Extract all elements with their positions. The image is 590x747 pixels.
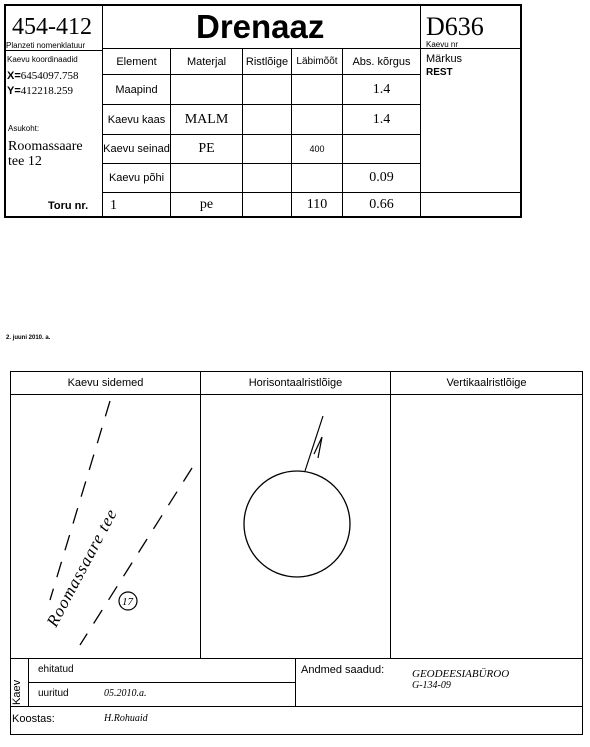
data-source-value: GEODEESIABÜROO [412, 668, 510, 680]
header-material: Materjal [186, 55, 227, 68]
location-line2: tee 12 [8, 154, 42, 169]
remarks-label: Märkus [426, 53, 463, 65]
x-label: X= [7, 70, 21, 82]
row-height: 1.4 [372, 81, 391, 97]
header-abs-height: Abs. kõrgus [352, 55, 411, 68]
pipe-height: 0.66 [369, 197, 394, 212]
well-id: D636 [426, 12, 484, 41]
date-note: 2. juuni 2010. a. [6, 335, 51, 341]
location-line1: Roomassaare [8, 139, 83, 154]
sheet-number: 454-412 [12, 14, 92, 40]
measured-label: uuritud [38, 688, 69, 699]
row-element: Kaevu põhi [108, 172, 165, 184]
pipe-number: 1 [110, 198, 117, 213]
row-diameter: 400 [309, 144, 325, 154]
header-cross-section: Ristlõige [245, 55, 289, 68]
coordinates-label: Kaevu koordinaadid [7, 55, 78, 64]
x-value: 6454097.758 [20, 70, 79, 82]
header-element: Element [116, 55, 157, 68]
row-height: 1.4 [372, 111, 391, 127]
row-element: Maapind [115, 83, 158, 96]
page-title: Drenaaz [196, 8, 325, 45]
col-title-vertical: Vertikaalristlõige [446, 377, 527, 389]
sheet-caption: Planzeti nomenklatuur [6, 41, 86, 50]
street-name-label: Roomassaare tee [42, 505, 122, 630]
pipe-material: pe [199, 197, 214, 212]
remarks-value: REST [426, 67, 453, 78]
header-diameter: Läbimõõt [296, 56, 338, 67]
measured-value: 05.2010.a. [104, 688, 147, 699]
data-source-code: G-134-09 [412, 680, 451, 691]
y-value: 412218.259 [20, 85, 74, 97]
compiled-value: H.Rohuaid [104, 713, 148, 724]
well-marker-label: 17 [122, 596, 133, 608]
well-caption: Kaevu nr [426, 40, 459, 49]
side-label: Kaev [11, 679, 23, 705]
pipe-diameter: 110 [306, 197, 328, 212]
row-element: Kaevu kaas [107, 113, 166, 126]
data-source-label: Andmed saadud: [301, 664, 385, 676]
pipe-label: Toru nr. [48, 200, 89, 212]
location-label: Asukoht: [8, 124, 40, 133]
built-label: ehitatud [38, 664, 74, 675]
compiled-label: Koostas: [12, 713, 55, 725]
row-material: PE [198, 141, 215, 156]
y-label: Y= [7, 85, 21, 97]
row-element: Kaevu seinad [103, 143, 170, 155]
col-title-horizontal: Horisontaalristlõige [248, 377, 343, 389]
col-title-connections: Kaevu sidemed [67, 377, 144, 389]
well-circle [244, 471, 350, 577]
row-material: MALM [184, 111, 229, 127]
row-height: 0.09 [369, 170, 394, 185]
